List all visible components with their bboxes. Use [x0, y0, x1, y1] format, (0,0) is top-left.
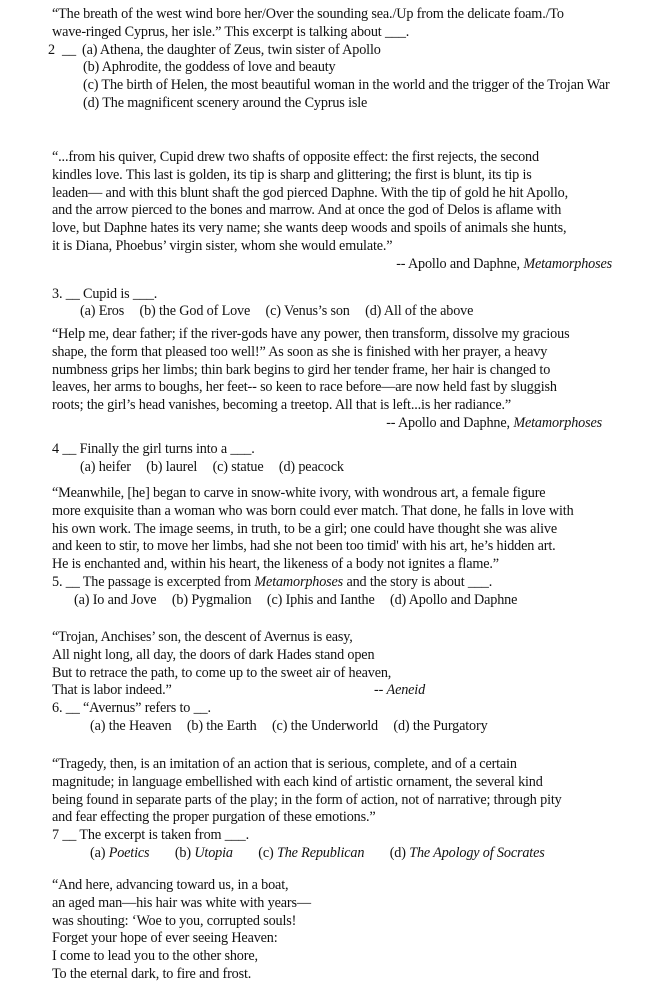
option-d: (d) peacock — [278, 458, 344, 475]
passage-line: leaden— and with this blunt shaft the god pierced Daphne. With the tip of gold he hit Apollo, — [52, 184, 568, 201]
passage-line: being found in separate parts of the play; in the form of action, not of narrative; through pity — [52, 791, 562, 808]
option-a: (a) heifer — [80, 458, 131, 475]
question-2 — [48, 6, 622, 113]
question-8-passage — [52, 877, 622, 984]
passage-line: love, but Daphne hates its very name; she wants deep woods and spoils of animals she hunts, — [52, 220, 567, 237]
passage-line: “...from his quiver, Cupid drew two shafts of opposite effect: the first rejects, the second — [52, 149, 539, 165]
option-c: (c) The Republican — [258, 844, 365, 861]
source-citation: -- Apollo and Daphne, Metamorphoses — [386, 414, 602, 431]
options-row — [52, 592, 622, 610]
passage-line: magnitude; in language embellished with each kind of artistic ornament, the several kind — [52, 773, 543, 790]
passage-line: was shouting: ‘Woe to you, corrupted souls! — [52, 912, 297, 929]
option-b: (b) the God of Love — [139, 303, 251, 320]
passage-line: “Meanwhile, [he] began to carve in snow-white ivory, with wondrous art, a female figure — [52, 485, 546, 501]
question-5 — [52, 485, 622, 610]
passage-line: Forget your hope of ever seeing Heaven: — [52, 930, 278, 947]
options-row — [52, 459, 622, 477]
option-b: (b) laurel — [146, 458, 198, 475]
question-number: 5. — [52, 573, 63, 590]
question-stem: 5. __ The passage is excerpted from Metamorphoses and the story is about ___. — [52, 573, 493, 590]
passage-line: All night long, all day, the doors of dark Hades stand open — [52, 646, 375, 663]
question-7 — [52, 756, 622, 863]
passage-line: “Tragedy, then, is an imitation of an action that is serious, complete, and of a certain — [52, 756, 517, 772]
option-a: (a) Poetics — [90, 844, 150, 861]
passage-line: more exquisite than a woman who was born could ever match. That done, he falls in love with — [52, 502, 574, 519]
passage-line: “And here, advancing toward us, in a boat, — [52, 877, 289, 893]
option-d: (d) The magnificent scenery around the Cyprus isle — [83, 94, 368, 111]
question-stem: 3. __ Cupid is ___. — [52, 285, 158, 302]
option-b: (b) the Earth — [186, 717, 257, 734]
option-a: (a) Eros — [80, 303, 125, 320]
option-d: (d) All of the above — [365, 303, 474, 320]
question-stem: 6. __ “Avernus” refers to __. — [52, 700, 211, 717]
source-citation: -- Apollo and Daphne, Metamorphoses — [396, 255, 612, 272]
passage-line: “Help me, dear father; if the river-gods have any power, then transform, dissolve my gracious — [52, 326, 570, 342]
passage-line: To the eternal dark, to fire and frost. — [52, 965, 252, 982]
passage-line: and keen to stir, to move her limbs, had she not been too timid' with his art, he’s hidden art. — [52, 538, 556, 555]
passage-line: it is Diana, Phoebus’ virgin sister, whom she would emulate.” — [52, 237, 393, 254]
options-row — [52, 303, 622, 321]
question-3 — [52, 149, 622, 321]
question-6 — [52, 629, 622, 736]
option-b: (b) Utopia — [174, 844, 233, 861]
question-stem: 4 __ Finally the girl turns into a ___. — [52, 440, 255, 457]
question-number: 6. — [52, 700, 63, 717]
options-row — [52, 845, 622, 863]
passage-line: roots; the girl’s head vanishes, becoming a treetop. All that is left...is her radiance.” — [52, 397, 512, 414]
passage-line: his own work. The image seems, in truth, to be a girl; one could have thought she was alive — [52, 520, 558, 537]
question-number: 7 — [52, 827, 59, 844]
option-a: (a) the Heaven — [90, 717, 172, 734]
option-c: (c) Iphis and Ianthe — [266, 591, 375, 608]
passage-line: and the arrow pierced to the bones and marrow. And at once the god of Delos is aflame with — [52, 202, 562, 219]
passage-line: “The breath of the west wind bore her/Over the sounding sea./Up from the delicate foam./To — [52, 6, 564, 22]
option-b: (b) Aphrodite, the goddess of love and beauty — [83, 59, 336, 76]
passage-line: wave-ringed Cyprus, her isle.” This excerpt is talking about ___. — [52, 23, 410, 40]
passage-line: kindles love. This last is golden, its tip is sharp and glittering; the first is blunt, its tip is — [52, 166, 532, 183]
option-a: (a) Io and Jove — [74, 591, 157, 608]
passage-line: He is enchanted and, within his heart, the likeness of a body not ignites a flame.” — [52, 556, 499, 573]
question-stem: 7 __ The excerpt is taken from ___. — [52, 827, 250, 844]
option-c: (c) The birth of Helen, the most beautiful woman in the world and the trigger of the Trojan War — [83, 77, 610, 94]
passage-line: leaves, her arms to boughs, her feet-- so keen to race before—are now held fast by sluggish — [52, 379, 557, 396]
passage-line: But to retrace the path, to come up to the sweet air of heaven, — [52, 664, 392, 681]
option-a: (a) Athena, the daughter of Zeus, twin sister of Apollo — [82, 41, 381, 58]
option-c: (c) statue — [212, 458, 264, 475]
passage-line: “Trojan, Anchises’ son, the descent of Avernus is easy, — [52, 629, 353, 645]
answer-blank[interactable]: __ — [62, 41, 76, 58]
option-d: (d) the Purgatory — [393, 717, 488, 734]
options-row — [52, 718, 622, 736]
option-c: (c) the Underworld — [271, 717, 378, 734]
option-d: (d) The Apology of Socrates — [389, 844, 545, 861]
question-4 — [52, 326, 622, 476]
question-number: 2 — [48, 41, 55, 58]
passage-line: shape, the form that pleased too well!” As soon as she is finished with her prayer, a heavy — [52, 343, 548, 360]
passage-line: I come to lead you to the other shore, — [52, 948, 258, 965]
source-citation: -- Aeneid — [374, 682, 426, 699]
question-number: 3. — [52, 285, 63, 302]
passage-line: That is labor indeed.” -- Aeneid — [52, 682, 426, 699]
passage-line: and fear effecting the proper purgation of these emotions.” — [52, 809, 376, 826]
option-d: (d) Apollo and Daphne — [390, 591, 518, 608]
question-number: 4 — [52, 440, 59, 457]
passage-line: an aged man—his hair was white with years— — [52, 894, 311, 911]
option-b: (b) Pygmalion — [171, 591, 252, 608]
passage-line: numbness grips her limbs; thin bark begins to gird her tender frame, her hair is changed to — [52, 361, 551, 378]
option-c: (c) Venus’s son — [265, 303, 350, 320]
